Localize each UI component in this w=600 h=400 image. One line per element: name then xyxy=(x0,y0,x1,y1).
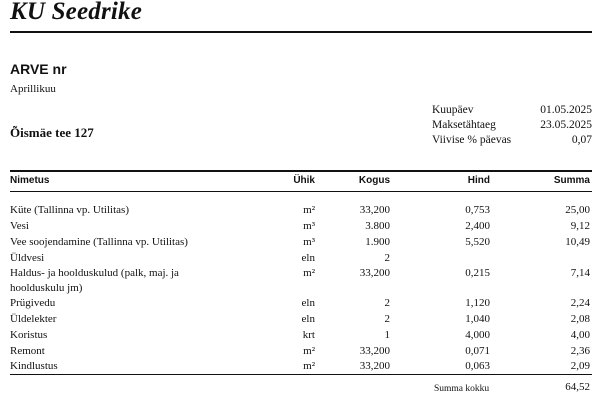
company-name: KU Seedrike xyxy=(10,0,143,25)
item-quantity: 2 xyxy=(384,252,390,264)
item-unit: m² xyxy=(303,267,315,279)
item-sum: 2,09 xyxy=(570,360,590,372)
item-price: 0,063 xyxy=(465,360,490,372)
item-unit: eln xyxy=(301,297,315,309)
table-top-rule xyxy=(10,170,592,172)
item-price: 1,040 xyxy=(465,313,490,325)
item-sum: 25,00 xyxy=(565,204,590,216)
table-header xyxy=(0,175,600,189)
invoice-meta xyxy=(432,103,592,148)
item-name: Küte (Tallinna vp. Utilitas) xyxy=(10,204,129,216)
item-name: Koristus xyxy=(10,329,48,341)
column-header-sum: Summa xyxy=(553,175,590,186)
item-quantity: 33,200 xyxy=(359,267,390,279)
item-name: Vee soojendamine (Tallinna vp. Utilitas) xyxy=(10,236,188,248)
item-quantity: 2 xyxy=(384,297,390,309)
meta-date xyxy=(432,103,592,118)
item-name: Üldelekter xyxy=(10,313,57,325)
item-sum: 2,36 xyxy=(570,345,590,357)
item-name: Vesi xyxy=(10,220,29,232)
item-sum: 2,08 xyxy=(570,313,590,325)
item-sum: 2,24 xyxy=(570,297,590,309)
item-sum: 9,12 xyxy=(570,220,590,232)
item-name: Prügivedu xyxy=(10,297,56,309)
total-divider xyxy=(10,374,592,375)
item-sum: 4,00 xyxy=(570,329,590,341)
item-unit: m² xyxy=(303,345,315,357)
item-quantity: 33,200 xyxy=(359,204,390,216)
item-quantity: 2 xyxy=(384,313,390,325)
item-price: 2,400 xyxy=(465,220,490,232)
item-price: 0,753 xyxy=(465,204,490,216)
item-unit: m³ xyxy=(303,236,315,248)
meta-due-date xyxy=(432,118,592,133)
item-quantity: 1.900 xyxy=(365,236,390,248)
item-unit: krt xyxy=(302,329,315,341)
item-name: Kindlustus xyxy=(10,360,58,372)
item-name: Üldvesi xyxy=(10,252,45,264)
meta-date-value: 01.05.2025 xyxy=(540,104,592,116)
item-unit: m² xyxy=(303,204,315,216)
item-name: Remont xyxy=(10,345,45,357)
total-label: Summa kokku xyxy=(434,384,490,394)
meta-penalty-label: Viivise % päevas xyxy=(432,134,512,146)
item-quantity: 1 xyxy=(384,329,390,341)
column-header-quantity: Kogus xyxy=(358,175,390,186)
item-price: 1,120 xyxy=(465,297,490,309)
item-unit: m³ xyxy=(303,220,315,232)
item-unit: eln xyxy=(301,313,315,325)
table-header-rule xyxy=(10,191,592,192)
invoice-title: ARVE nr xyxy=(10,61,67,77)
item-quantity: 3.800 xyxy=(365,220,390,232)
property-address: Õismäe tee 127 xyxy=(10,125,94,140)
item-price: 0,071 xyxy=(465,345,490,357)
meta-penalty-value: 0,07 xyxy=(571,134,592,146)
total-value: 64,52 xyxy=(565,381,590,393)
item-quantity: 33,200 xyxy=(359,360,390,372)
meta-date-label: Kuupäev xyxy=(432,104,474,116)
item-unit: eln xyxy=(301,252,315,264)
header-divider xyxy=(10,31,592,33)
item-sum: 7,14 xyxy=(570,267,590,279)
item-price: 5,520 xyxy=(465,236,490,248)
item-price: 0,215 xyxy=(465,267,490,279)
meta-penalty xyxy=(432,133,592,148)
meta-due-date-label: Maksetähtaeg xyxy=(432,119,496,131)
column-header-price: Hind xyxy=(467,175,490,186)
item-unit: m² xyxy=(303,360,315,372)
item-price: 4,000 xyxy=(465,329,490,341)
item-quantity: 33,200 xyxy=(359,345,390,357)
item-sum: 10,49 xyxy=(565,236,590,248)
billing-period: Aprillikuu xyxy=(10,83,56,95)
column-header-name: Nimetus xyxy=(10,175,50,186)
item-name: Haldus- ja hoolduskulud (palk, maj. ja hoolduskulu jm) xyxy=(10,267,179,294)
column-header-unit: Ühik xyxy=(293,175,315,186)
meta-due-date-value: 23.05.2025 xyxy=(540,119,592,131)
